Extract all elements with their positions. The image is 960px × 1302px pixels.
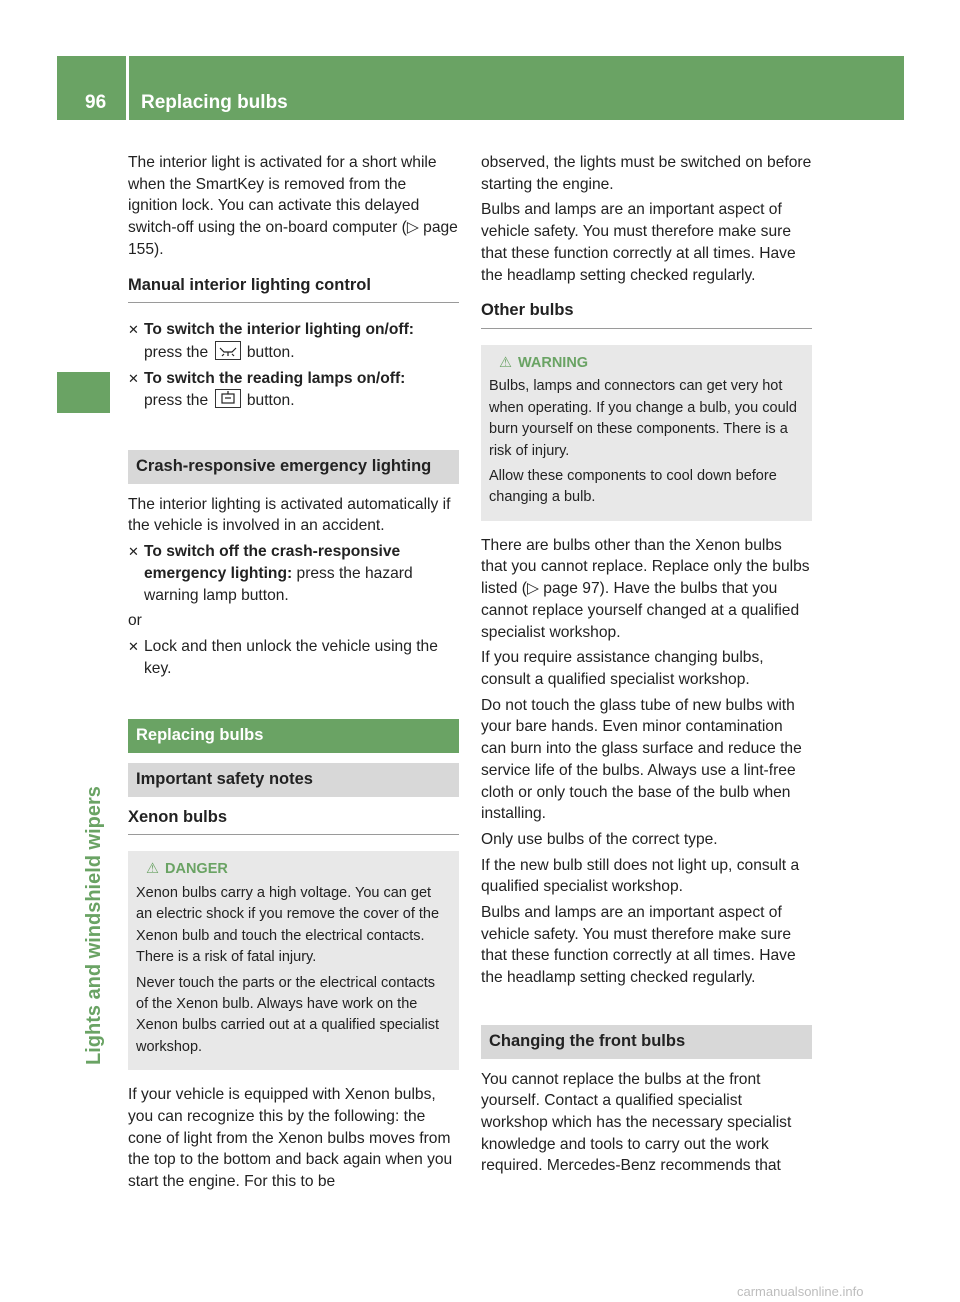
instruction-step: ✕ To switch off the crash-responsive emergency lighting: press the hazard warning lamp button. bbox=[128, 543, 413, 604]
right-column bbox=[481, 152, 812, 1181]
instruction-step: ✕ To switch the reading lamps on/off: press the button. bbox=[128, 369, 406, 410]
danger-notice: ⚠ DANGER Xenon bulbs carry a high voltage. You can get an electric shock if you remove the cover of the Xenon bulb and touch the electrical contacts. There is a risk of fatal injury. Never touch the parts or the electrical contacts of the Xenon bulb. Always have work on the Xenon bulbs carried out at a qualified specialist workshop. bbox=[128, 851, 459, 1070]
intro-paragraph: The interior light is activated for a short while when the SmartKey is removed from the ignition lock. You can activate this delayed switch-off using the on-board computer (▷ page 155). bbox=[128, 154, 458, 258]
danger-header: ⚠ DANGER bbox=[136, 859, 451, 880]
page-number: 96 bbox=[85, 92, 107, 113]
warning-triangle-icon: ⚠ bbox=[146, 861, 159, 878]
watermark: carmanualsonline.info bbox=[737, 1284, 864, 1299]
header-separator bbox=[126, 56, 129, 120]
chapter-sidebar bbox=[57, 372, 110, 1072]
chapter-marker bbox=[57, 372, 110, 413]
warning-header: ⚠ WARNING bbox=[489, 353, 804, 374]
step-arrow-icon: ✕ bbox=[128, 370, 139, 386]
left-column bbox=[128, 152, 459, 1197]
other-paragraph: If the new bulb still does not light up, consult a qualified specialist workshop. bbox=[481, 856, 800, 896]
reading-lamp-button-icon bbox=[215, 389, 241, 408]
other-paragraph: There are bulbs other than the Xenon bulbs that you cannot replace. Replace only the bulbs listed (▷ page 97). Have the bulbs that you cannot replace yourself changed at a qualified specialist workshop. bbox=[481, 536, 810, 641]
page-ref-icon: ▷ bbox=[526, 580, 544, 598]
warning-triangle-icon: ⚠ bbox=[499, 354, 512, 371]
replacing-bulbs-heading: Replacing bulbs bbox=[128, 719, 459, 753]
page-ref-link[interactable]: page 97 bbox=[543, 580, 600, 598]
continued-paragraph: observed, the lights must be switched on before starting the engine. bbox=[481, 154, 812, 193]
step-arrow-icon: ✕ bbox=[128, 638, 139, 654]
section-title: Replacing bulbs bbox=[141, 92, 288, 113]
other-paragraph: If you require assistance changing bulbs, consult a qualified specialist workshop. bbox=[481, 649, 764, 688]
page-header-bar bbox=[57, 56, 904, 120]
front-paragraph: You cannot replace the bulbs at the front yourself. Contact a qualified specialist workshop which has the necessary specialist knowledge and tools to carry out the work required. Mercedes-Benz recommends that bbox=[481, 1070, 792, 1175]
other-paragraph: Only use bulbs of the correct type. bbox=[481, 830, 718, 848]
page-ref-icon: ▷ bbox=[406, 219, 424, 237]
manual-lighting-heading: Manual interior lighting control bbox=[128, 275, 459, 304]
step-arrow-icon: ✕ bbox=[128, 322, 139, 338]
other-bulbs-heading: Other bulbs bbox=[481, 300, 812, 329]
or-separator: or bbox=[128, 612, 142, 630]
interior-light-button-icon bbox=[215, 341, 241, 360]
xenon-bulbs-heading: Xenon bulbs bbox=[128, 807, 459, 836]
xenon-paragraph: If your vehicle is equipped with Xenon bulbs, you can recognize this by the following: the cone of light from the Xenon bulbs moves from the top to the bottom and back again when you start the engine. For this to be bbox=[128, 1086, 453, 1190]
warning-notice: ⚠ WARNING Bulbs, lamps and connectors can get very hot when operating. If you change a bulb, you could burn yourself on these components. There is a risk of injury. Allow these components to cool down before changing a bulb. bbox=[481, 345, 812, 521]
safety-paragraph: Bulbs and lamps are an important aspect of vehicle safety. You must therefore make sure that these function correctly at all times. Have the headlamp setting checked regularly. bbox=[481, 201, 796, 284]
crash-paragraph: The interior lighting is activated automatically if the vehicle is involved in an accident. bbox=[128, 495, 451, 535]
page-ref-link[interactable]: page 155). bbox=[128, 219, 458, 258]
front-bulbs-heading: Changing the front bulbs bbox=[481, 1025, 812, 1059]
instruction-step: ✕ To switch the interior lighting on/off: press the button. bbox=[128, 321, 414, 361]
crash-lighting-heading: Crash-responsive emergency lighting bbox=[128, 450, 459, 484]
instruction-step: ✕ Lock and then unlock the vehicle using the key. bbox=[128, 637, 438, 677]
safety-notes-heading: Important safety notes bbox=[128, 763, 459, 797]
chapter-title: Lights and windshield wipers bbox=[83, 786, 105, 1065]
other-paragraph: Do not touch the glass tube of new bulbs with your bare hands. Even minor contamination can burn into the glass surface and reduce the service life of the bulbs. Always use a lint-free cloth or only touch the base of the bulb when installing. bbox=[481, 696, 802, 823]
other-paragraph: Bulbs and lamps are an important aspect of vehicle safety. You must therefore make sure that these function correctly at all times. Have the headlamp setting checked regularly. bbox=[481, 904, 796, 987]
step-arrow-icon: ✕ bbox=[128, 544, 139, 560]
